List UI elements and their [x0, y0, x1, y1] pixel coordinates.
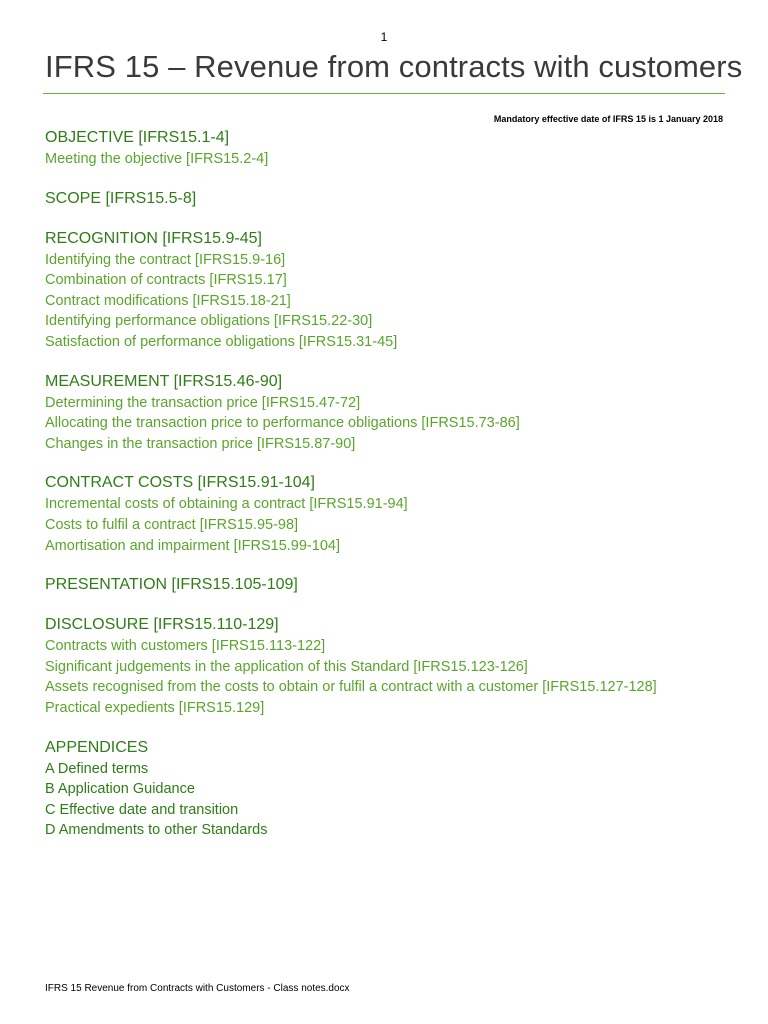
- toc-section-objective: [45, 127, 735, 170]
- toc-item-changes-transaction-price[interactable]: Changes in the transaction price [IFRS15.87-90]: [45, 435, 356, 452]
- table-of-contents: [45, 127, 735, 859]
- effective-date-note: Mandatory effective date of IFRS 15 is 1 January 2018: [493, 114, 723, 124]
- toc-heading-objective[interactable]: OBJECTIVE [IFRS15.1-4]: [45, 129, 230, 146]
- toc-item-assets-recognised[interactable]: Assets recognised from the costs to obtain or fulfil a contract with a customer [IFRS15.127-128]: [45, 679, 657, 696]
- toc-item-amendments-other-standards[interactable]: D Amendments to other Standards: [45, 822, 268, 839]
- toc-heading-presentation[interactable]: PRESENTATION [IFRS15.105-109]: [45, 576, 298, 594]
- document-title: IFRS 15 – Revenue from contracts with customers: [45, 49, 743, 84]
- toc-item-defined-terms[interactable]: A Defined terms: [45, 760, 149, 777]
- toc-item-allocating-transaction-price[interactable]: Allocating the transaction price to performance obligations [IFRS15.73-86]: [45, 415, 520, 432]
- toc-heading-measurement[interactable]: MEASUREMENT [IFRS15.46-90]: [45, 372, 283, 390]
- toc-item-combination-of-contracts[interactable]: Combination of contracts [IFRS15.17]: [45, 272, 287, 289]
- toc-section-measurement: [45, 371, 735, 455]
- toc-item-application-guidance[interactable]: B Application Guidance: [45, 781, 195, 798]
- toc-item-meeting-objective[interactable]: Meeting the objective [IFRS15.2-4]: [45, 151, 269, 167]
- toc-item-contract-modifications[interactable]: Contract modifications [IFRS15.18-21]: [45, 292, 291, 309]
- toc-item-practical-expedients[interactable]: Practical expedients [IFRS15.129]: [45, 699, 265, 716]
- toc-section-scope: [45, 188, 735, 210]
- toc-item-significant-judgements[interactable]: Significant judgements in the application of this Standard [IFRS15.123-126]: [45, 658, 528, 675]
- toc-section-presentation: [45, 574, 735, 596]
- toc-item-costs-to-fulfil[interactable]: Costs to fulfil a contract [IFRS15.95-98]: [45, 516, 299, 533]
- toc-heading-contract-costs[interactable]: CONTRACT COSTS [IFRS15.91-104]: [45, 474, 315, 492]
- page-number: 1: [380, 30, 388, 44]
- toc-item-identifying-contract[interactable]: Identifying the contract [IFRS15.9-16]: [45, 251, 286, 268]
- toc-section-contract-costs: [45, 472, 735, 556]
- toc-heading-recognition[interactable]: RECOGNITION [IFRS15.9-45]: [45, 229, 262, 247]
- toc-section-recognition: [45, 228, 735, 353]
- toc-item-incremental-costs[interactable]: Incremental costs of obtaining a contract [IFRS15.91-94]: [45, 496, 408, 513]
- toc-item-effective-date-transition[interactable]: C Effective date and transition: [45, 801, 239, 818]
- toc-heading-scope[interactable]: SCOPE [IFRS15.5-8]: [45, 189, 197, 207]
- toc-item-satisfaction-performance-obligations[interactable]: Satisfaction of performance obligations [IFRS15.31-45]: [45, 333, 398, 350]
- toc-heading-disclosure[interactable]: DISCLOSURE [IFRS15.110-129]: [45, 616, 279, 634]
- toc-section-appendices: [45, 737, 735, 841]
- toc-item-determining-transaction-price[interactable]: Determining the transaction price [IFRS15.47-72]: [45, 394, 361, 411]
- toc-section-disclosure: [45, 614, 735, 718]
- title-divider: [43, 93, 725, 94]
- toc-item-amortisation-impairment[interactable]: Amortisation and impairment [IFRS15.99-104]: [45, 537, 340, 554]
- toc-heading-appendices[interactable]: APPENDICES: [45, 738, 149, 756]
- toc-item-contracts-with-customers[interactable]: Contracts with customers [IFRS15.113-122]: [45, 638, 326, 655]
- document-footer: IFRS 15 Revenue from Contracts with Customers - Class notes.docx: [45, 983, 350, 994]
- toc-item-identifying-performance-obligations[interactable]: Identifying performance obligations [IFRS15.22-30]: [45, 313, 373, 330]
